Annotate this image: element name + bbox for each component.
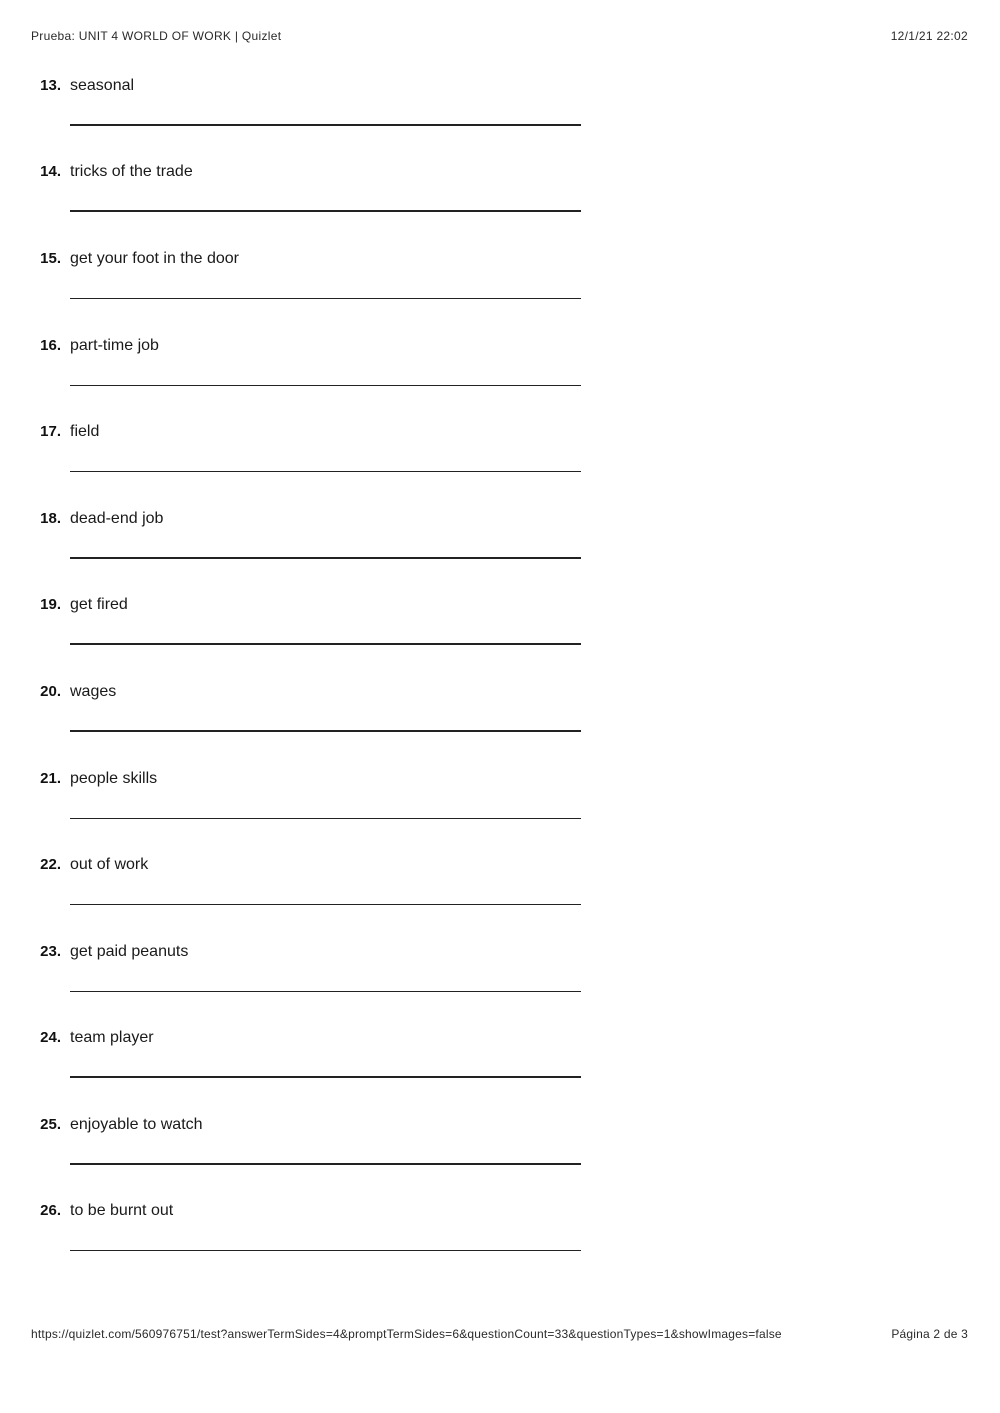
question-item <box>0 510 600 596</box>
question-item <box>0 596 600 682</box>
question-number: 24. <box>40 1029 61 1046</box>
answer-line[interactable] <box>70 298 581 299</box>
question-term: wages <box>70 683 117 700</box>
answer-line[interactable] <box>70 471 581 472</box>
question-item <box>0 856 600 942</box>
question-item <box>0 77 600 163</box>
question-number: 20. <box>40 683 61 700</box>
question-item <box>0 163 600 249</box>
question-number: 16. <box>40 337 61 354</box>
question-number: 13. <box>40 77 61 94</box>
question-item <box>0 1116 600 1202</box>
question-number: 23. <box>40 943 61 960</box>
question-item <box>0 337 600 423</box>
answer-line[interactable] <box>70 124 581 126</box>
question-item <box>0 770 600 856</box>
answer-line[interactable] <box>70 991 581 992</box>
question-item <box>0 250 600 336</box>
print-header-title: Prueba: UNIT 4 WORLD OF WORK | Quizlet <box>31 29 282 43</box>
question-term: to be burnt out <box>70 1202 174 1219</box>
question-term: seasonal <box>70 77 135 94</box>
answer-line[interactable] <box>70 210 581 212</box>
print-footer-page-number: Página 2 de 3 <box>891 1327 968 1341</box>
answer-line[interactable] <box>70 557 581 559</box>
question-term: part-time job <box>70 337 159 354</box>
question-number: 14. <box>40 163 61 180</box>
question-term: enjoyable to watch <box>70 1116 203 1133</box>
question-number: 21. <box>40 770 61 787</box>
answer-line[interactable] <box>70 730 581 732</box>
question-term: dead-end job <box>70 510 164 527</box>
question-item <box>0 683 600 769</box>
question-item <box>0 1029 600 1115</box>
question-term: out of work <box>70 856 149 873</box>
question-number: 19. <box>40 596 61 613</box>
answer-line[interactable] <box>70 904 581 905</box>
answer-line[interactable] <box>70 1250 581 1251</box>
question-term: get your foot in the door <box>70 250 239 267</box>
question-term: tricks of the trade <box>70 163 193 180</box>
answer-line[interactable] <box>70 643 581 645</box>
question-item <box>0 423 600 509</box>
answer-line[interactable] <box>70 1163 581 1165</box>
print-header-datetime: 12/1/21 22:02 <box>890 29 968 43</box>
question-number: 17. <box>40 423 61 440</box>
question-number: 26. <box>40 1202 61 1219</box>
question-term: people skills <box>70 770 158 787</box>
question-term: team player <box>70 1029 154 1046</box>
question-term: get fired <box>70 596 128 613</box>
answer-line[interactable] <box>70 385 581 386</box>
question-number: 22. <box>40 856 61 873</box>
question-item <box>0 943 600 1029</box>
question-number: 18. <box>40 510 61 527</box>
question-term: get paid peanuts <box>70 943 189 960</box>
question-number: 25. <box>40 1116 61 1133</box>
print-footer-url: https://quizlet.com/560976751/test?answerTermSides=4&promptTermSides=6&questionCount=33&questionTypes=1&showImages=false <box>31 1327 782 1341</box>
question-item <box>0 1202 600 1288</box>
question-term: field <box>70 423 100 440</box>
question-number: 15. <box>40 250 61 267</box>
answer-line[interactable] <box>70 818 581 819</box>
answer-line[interactable] <box>70 1076 581 1078</box>
